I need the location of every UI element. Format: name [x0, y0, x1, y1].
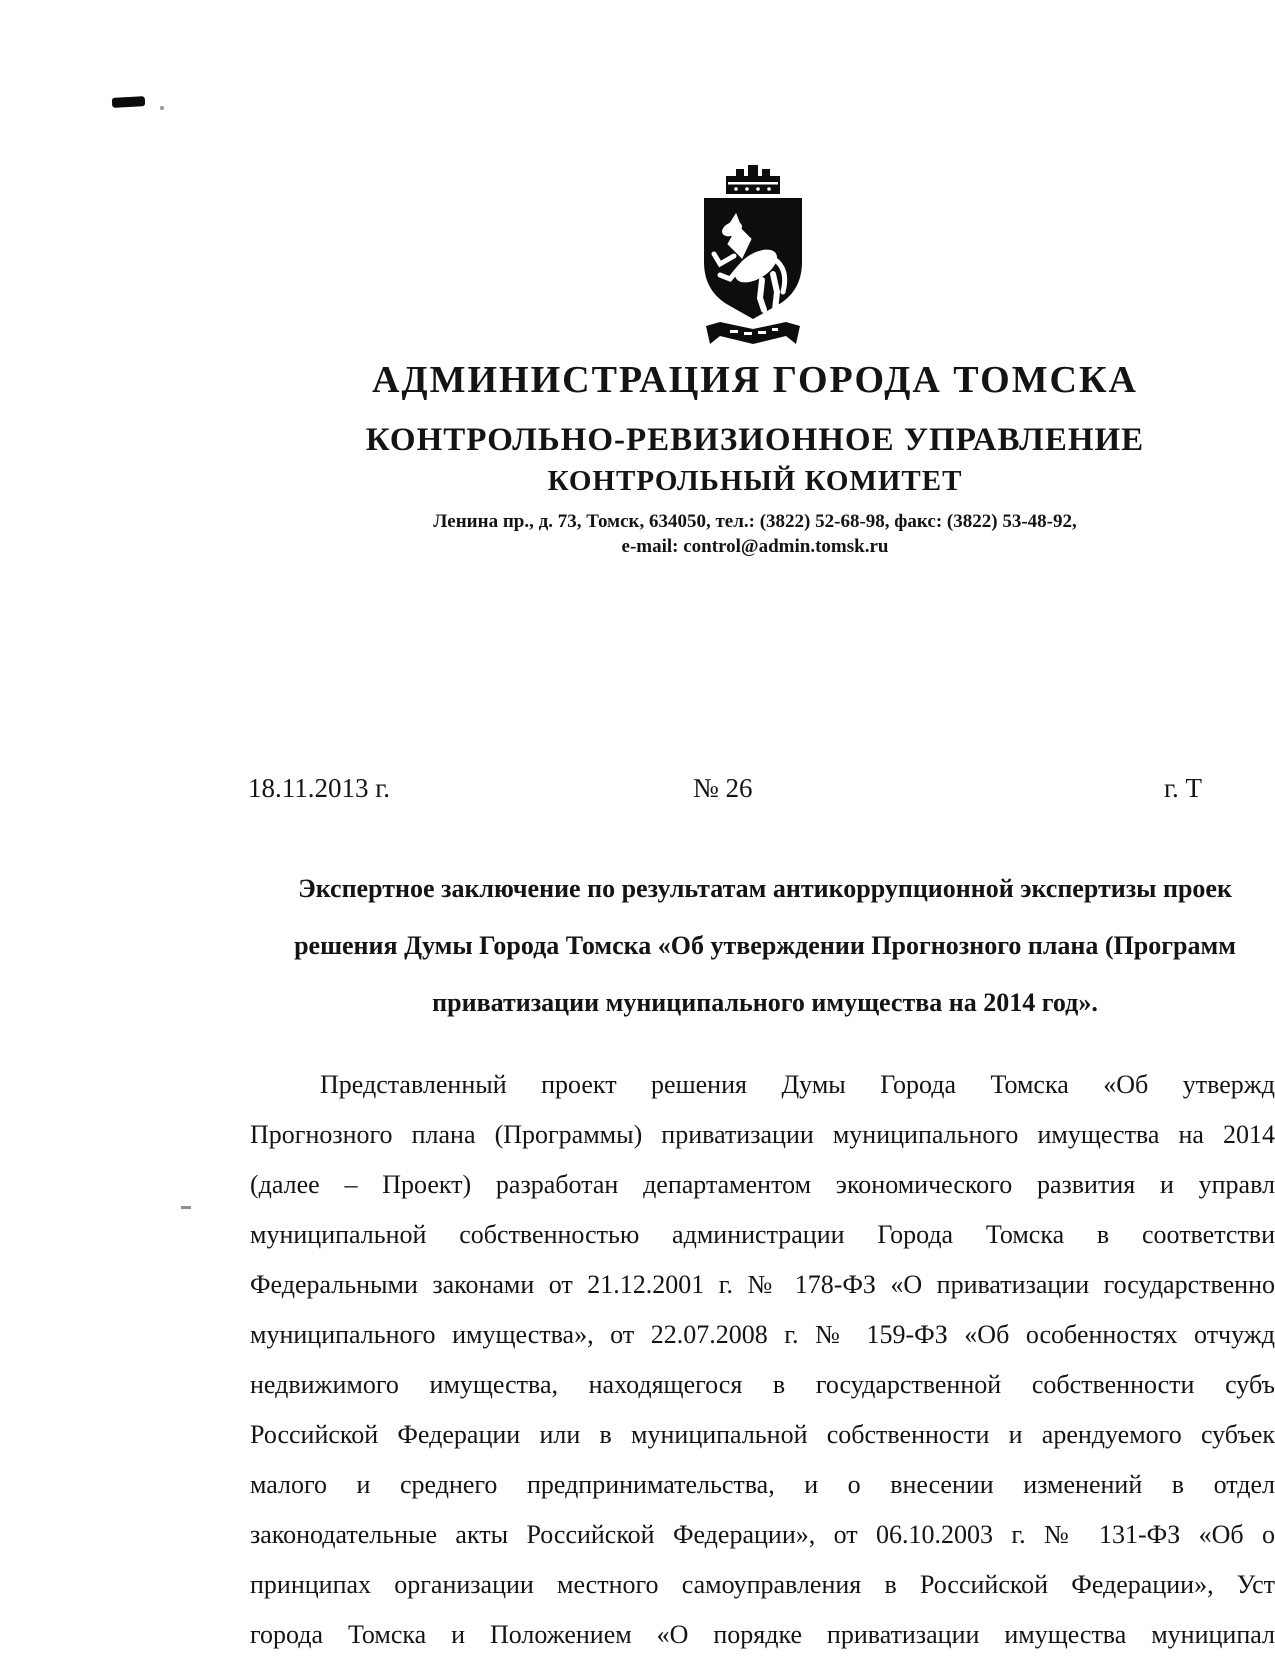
scan-artifact-hyphen — [181, 1206, 191, 1209]
department-name: КОНТРОЛЬНО-РЕВИЗИОННОЕ УПРАВЛЕНИЕ — [365, 422, 1145, 458]
address-line: Ленина пр., д. 73, Томск, 634050, тел.: (3822) 52-68-98, факс: (3822) 53-48-92, — [433, 511, 1077, 532]
letterhead — [320, 358, 1190, 558]
body-line: принципах организации местного самоуправления в Российской Федерации», Уст — [250, 1570, 1275, 1599]
body-line: муниципальной собственностью администрации Города Томска в соответстви — [250, 1220, 1275, 1249]
document-date: 18.11.2013 г. — [248, 773, 391, 803]
body-line: законодательные акты Российской Федерации», от 06.10.2003 г. № 131-ФЗ «Об о — [250, 1520, 1275, 1549]
tomsk-coat-of-arms-icon — [686, 164, 820, 354]
body-line: Федеральными законами от 21.12.2001 г. № 178-ФЗ «О приватизации государственно — [250, 1270, 1275, 1299]
body-line: Представленный проект решения Думы Города Томска «Об утвержд — [320, 1070, 1275, 1099]
title-line: приватизации муниципального имущества на 2014 год». — [432, 988, 1098, 1017]
body-line: города Томска и Положением «О порядке приватизации имущества муниципал — [250, 1620, 1275, 1649]
document-body — [250, 1060, 1275, 1660]
body-line: недвижимого имущества, находящегося в государственной собственности субъ — [250, 1370, 1275, 1399]
scan-artifact-dot — [160, 106, 164, 110]
body-line: Прогнозного плана (Программы) приватизации муниципального имущества на 2014 — [250, 1120, 1275, 1149]
title-line: Экспертное заключение по результатам антикоррупционной экспертизы проек — [298, 874, 1232, 903]
ribbon-icon — [706, 322, 800, 344]
document-place: г. Т — [1164, 773, 1203, 803]
document-number: № 26 — [693, 773, 753, 803]
organization-name: АДМИНИСТРАЦИЯ ГОРОДА ТОМСКА — [372, 359, 1138, 401]
document-title — [255, 860, 1275, 1031]
body-line: малого и среднего предпринимательства, и о внесении изменений в отдел — [250, 1470, 1275, 1499]
crown-icon — [726, 165, 780, 194]
title-line: решения Думы Города Томска «Об утверждении Прогнозного плана (Программ — [294, 931, 1236, 960]
scan-artifact-dash — [112, 96, 145, 108]
committee-name: КОНТРОЛЬНЫЙ КОМИТЕТ — [547, 465, 963, 497]
email-line: e-mail: control@admin.tomsk.ru — [621, 536, 889, 557]
body-line: Российской Федерации или в муниципальной собственности и арендуемого субъек — [250, 1420, 1275, 1449]
body-line: (далее – Проект) разработан департаментом экономического развития и управл — [250, 1170, 1275, 1199]
body-line: муниципального имущества», от 22.07.2008 г. № 159-ФЗ «Об особенностях отчужд — [250, 1320, 1275, 1349]
